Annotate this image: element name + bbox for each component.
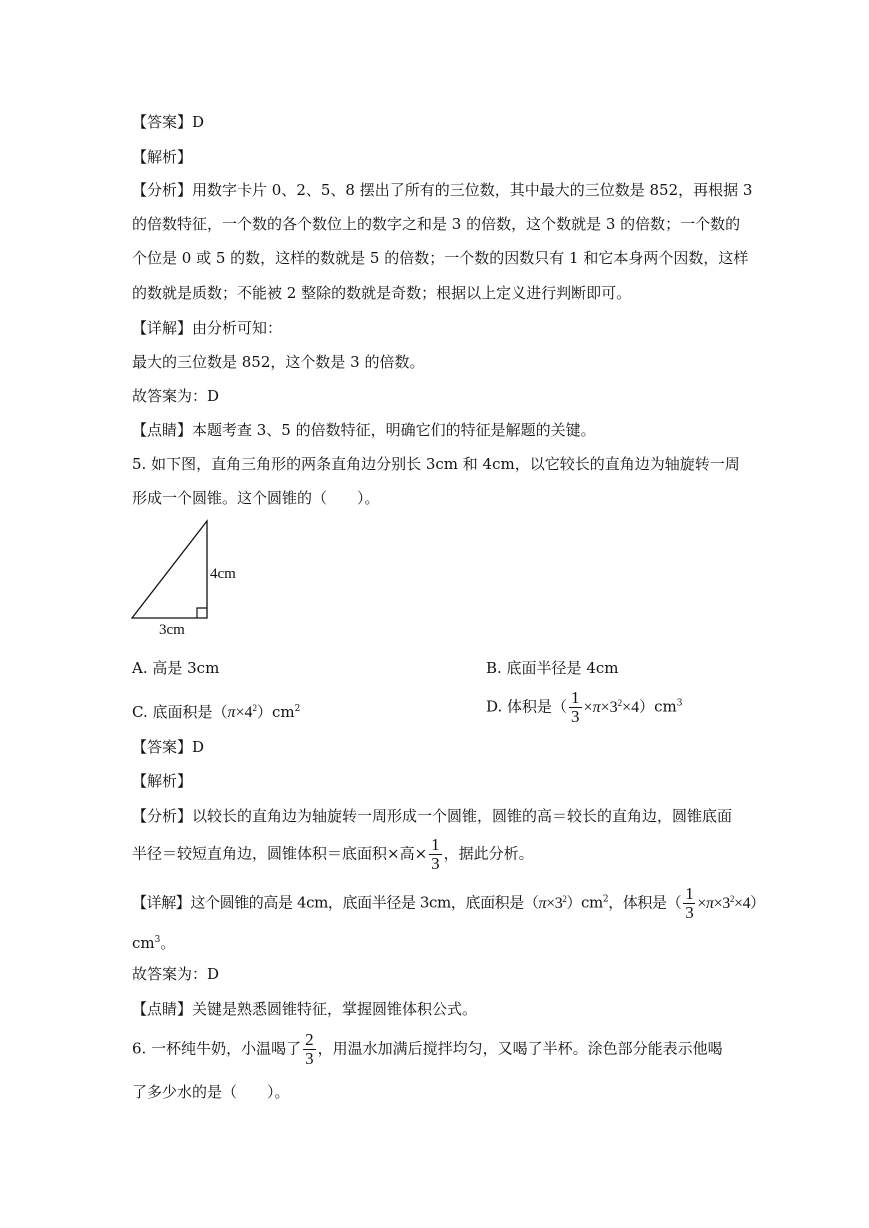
option-a: A. 高是 3cm bbox=[132, 659, 220, 677]
analysis-heading-4: 【解析】 bbox=[132, 148, 193, 166]
label-4cm: 4cm bbox=[210, 566, 236, 582]
analysis-4-line-4: 的数就是质数；不能被 2 整除的数就是奇数；根据以上定义进行判断即可。 bbox=[132, 284, 632, 302]
fraction-one-third: $\frac{1}{3}$ bbox=[571, 688, 580, 726]
detail-5-line-1: 【详解】这个圆锥的高是 4cm，底面半径是 3cm，底面积是$(\pi\times 3^2)cm^2$，体积是（ $\frac{1}{3}$ $\times\pi\times 3^2\times 4$） bbox=[132, 884, 765, 922]
triangle-diagram bbox=[126, 518, 256, 642]
analysis-4-line-1: 【分析】用数字卡片 0、2、5、8 摆出了所有的三位数，其中最大的三位数是 852，再根据 3 bbox=[132, 181, 753, 199]
comment-4: 【点睛】本题考查 3、5 的倍数特征，明确它们的特征是解题的关键。 bbox=[132, 421, 596, 439]
answer-5: 【答案】D bbox=[132, 738, 205, 756]
analysis-4-line-2: 的倍数特征，一个数的各个数位上的数字之和是 3 的倍数，这个数就是 3 的倍数；一个数的 bbox=[132, 215, 741, 233]
option-c-unit: ）cm bbox=[257, 703, 295, 721]
analysis-heading-5: 【解析】 bbox=[132, 772, 193, 790]
question-6-line-2: 了多少水的是（ ）。 bbox=[132, 1083, 290, 1101]
detail-5-line-2: $cm^3$。 bbox=[132, 934, 176, 952]
right-angle-mark bbox=[197, 608, 207, 618]
detail-4-line-2: 最大的三位数是 852，这个数是 3 的倍数。 bbox=[132, 353, 425, 371]
fraction-two-thirds: $\frac{2}{3}$ bbox=[305, 1030, 314, 1068]
option-d: D. 体积是（ $\frac{1}{3}$ $\times\pi\times 3^2\times 4)cm^3$ bbox=[486, 688, 683, 726]
conclusion-5: 故答案为：D bbox=[132, 965, 220, 983]
option-d-formula: $\times\pi\times 3^2\times 4$ bbox=[583, 697, 640, 716]
analysis-5-line-2: 半径＝较短直角边，圆锥体积＝底面积×高× $\frac{1}{3}$ ，据此分析。 bbox=[132, 835, 534, 873]
option-d-text: D. 体积是（ bbox=[486, 697, 568, 716]
analysis-4-line-3: 个位是 0 或 5 的数，这样的数就是 5 的倍数；一个数的因数只有 1 和它本身两个因数，这样 bbox=[132, 249, 749, 267]
option-c-formula: $\pi\times 4^2$ bbox=[227, 703, 258, 721]
fraction-one-third-detail: $\frac{1}{3}$ bbox=[685, 884, 694, 922]
triangle-shape bbox=[132, 521, 207, 618]
option-d-unit: ）cm bbox=[639, 697, 677, 716]
question-5-line-2: 形成一个圆锥。这个圆锥的（ ）。 bbox=[132, 489, 380, 507]
option-c-text: C. 底面积是（ bbox=[132, 703, 228, 721]
option-b: B. 底面半径是 4cm bbox=[486, 659, 619, 677]
question-6-line-1: 6. 一杯纯牛奶，小温喝了 $\frac{2}{3}$ ，用温水加满后搅拌均匀，又喝了半杯。涂色部分能表示他喝 bbox=[132, 1030, 723, 1068]
detail-4-line-1: 【详解】由分析可知： bbox=[132, 319, 283, 337]
label-3cm: 3cm bbox=[159, 622, 185, 638]
fraction-one-third-analysis: $\frac{1}{3}$ bbox=[431, 835, 440, 873]
option-c: C. 底面积是$(\pi\times 4^2)cm^2$ bbox=[132, 703, 301, 721]
conclusion-4: 故答案为：D bbox=[132, 387, 220, 405]
analysis-5-line-1: 【分析】以较长的直角边为轴旋转一周形成一个圆锥，圆锥的高＝较长的直角边，圆锥底面 bbox=[132, 807, 733, 825]
right-triangle-figure bbox=[126, 518, 256, 642]
answer-4: 【答案】D bbox=[132, 113, 205, 131]
question-5-line-1: 5. 如下图，直角三角形的两条直角边分别长 3cm 和 4cm，以它较长的直角边为轴旋转一周 bbox=[132, 455, 740, 473]
comment-5: 【点睛】关键是熟悉圆锥特征，掌握圆锥体积公式。 bbox=[132, 1000, 478, 1018]
